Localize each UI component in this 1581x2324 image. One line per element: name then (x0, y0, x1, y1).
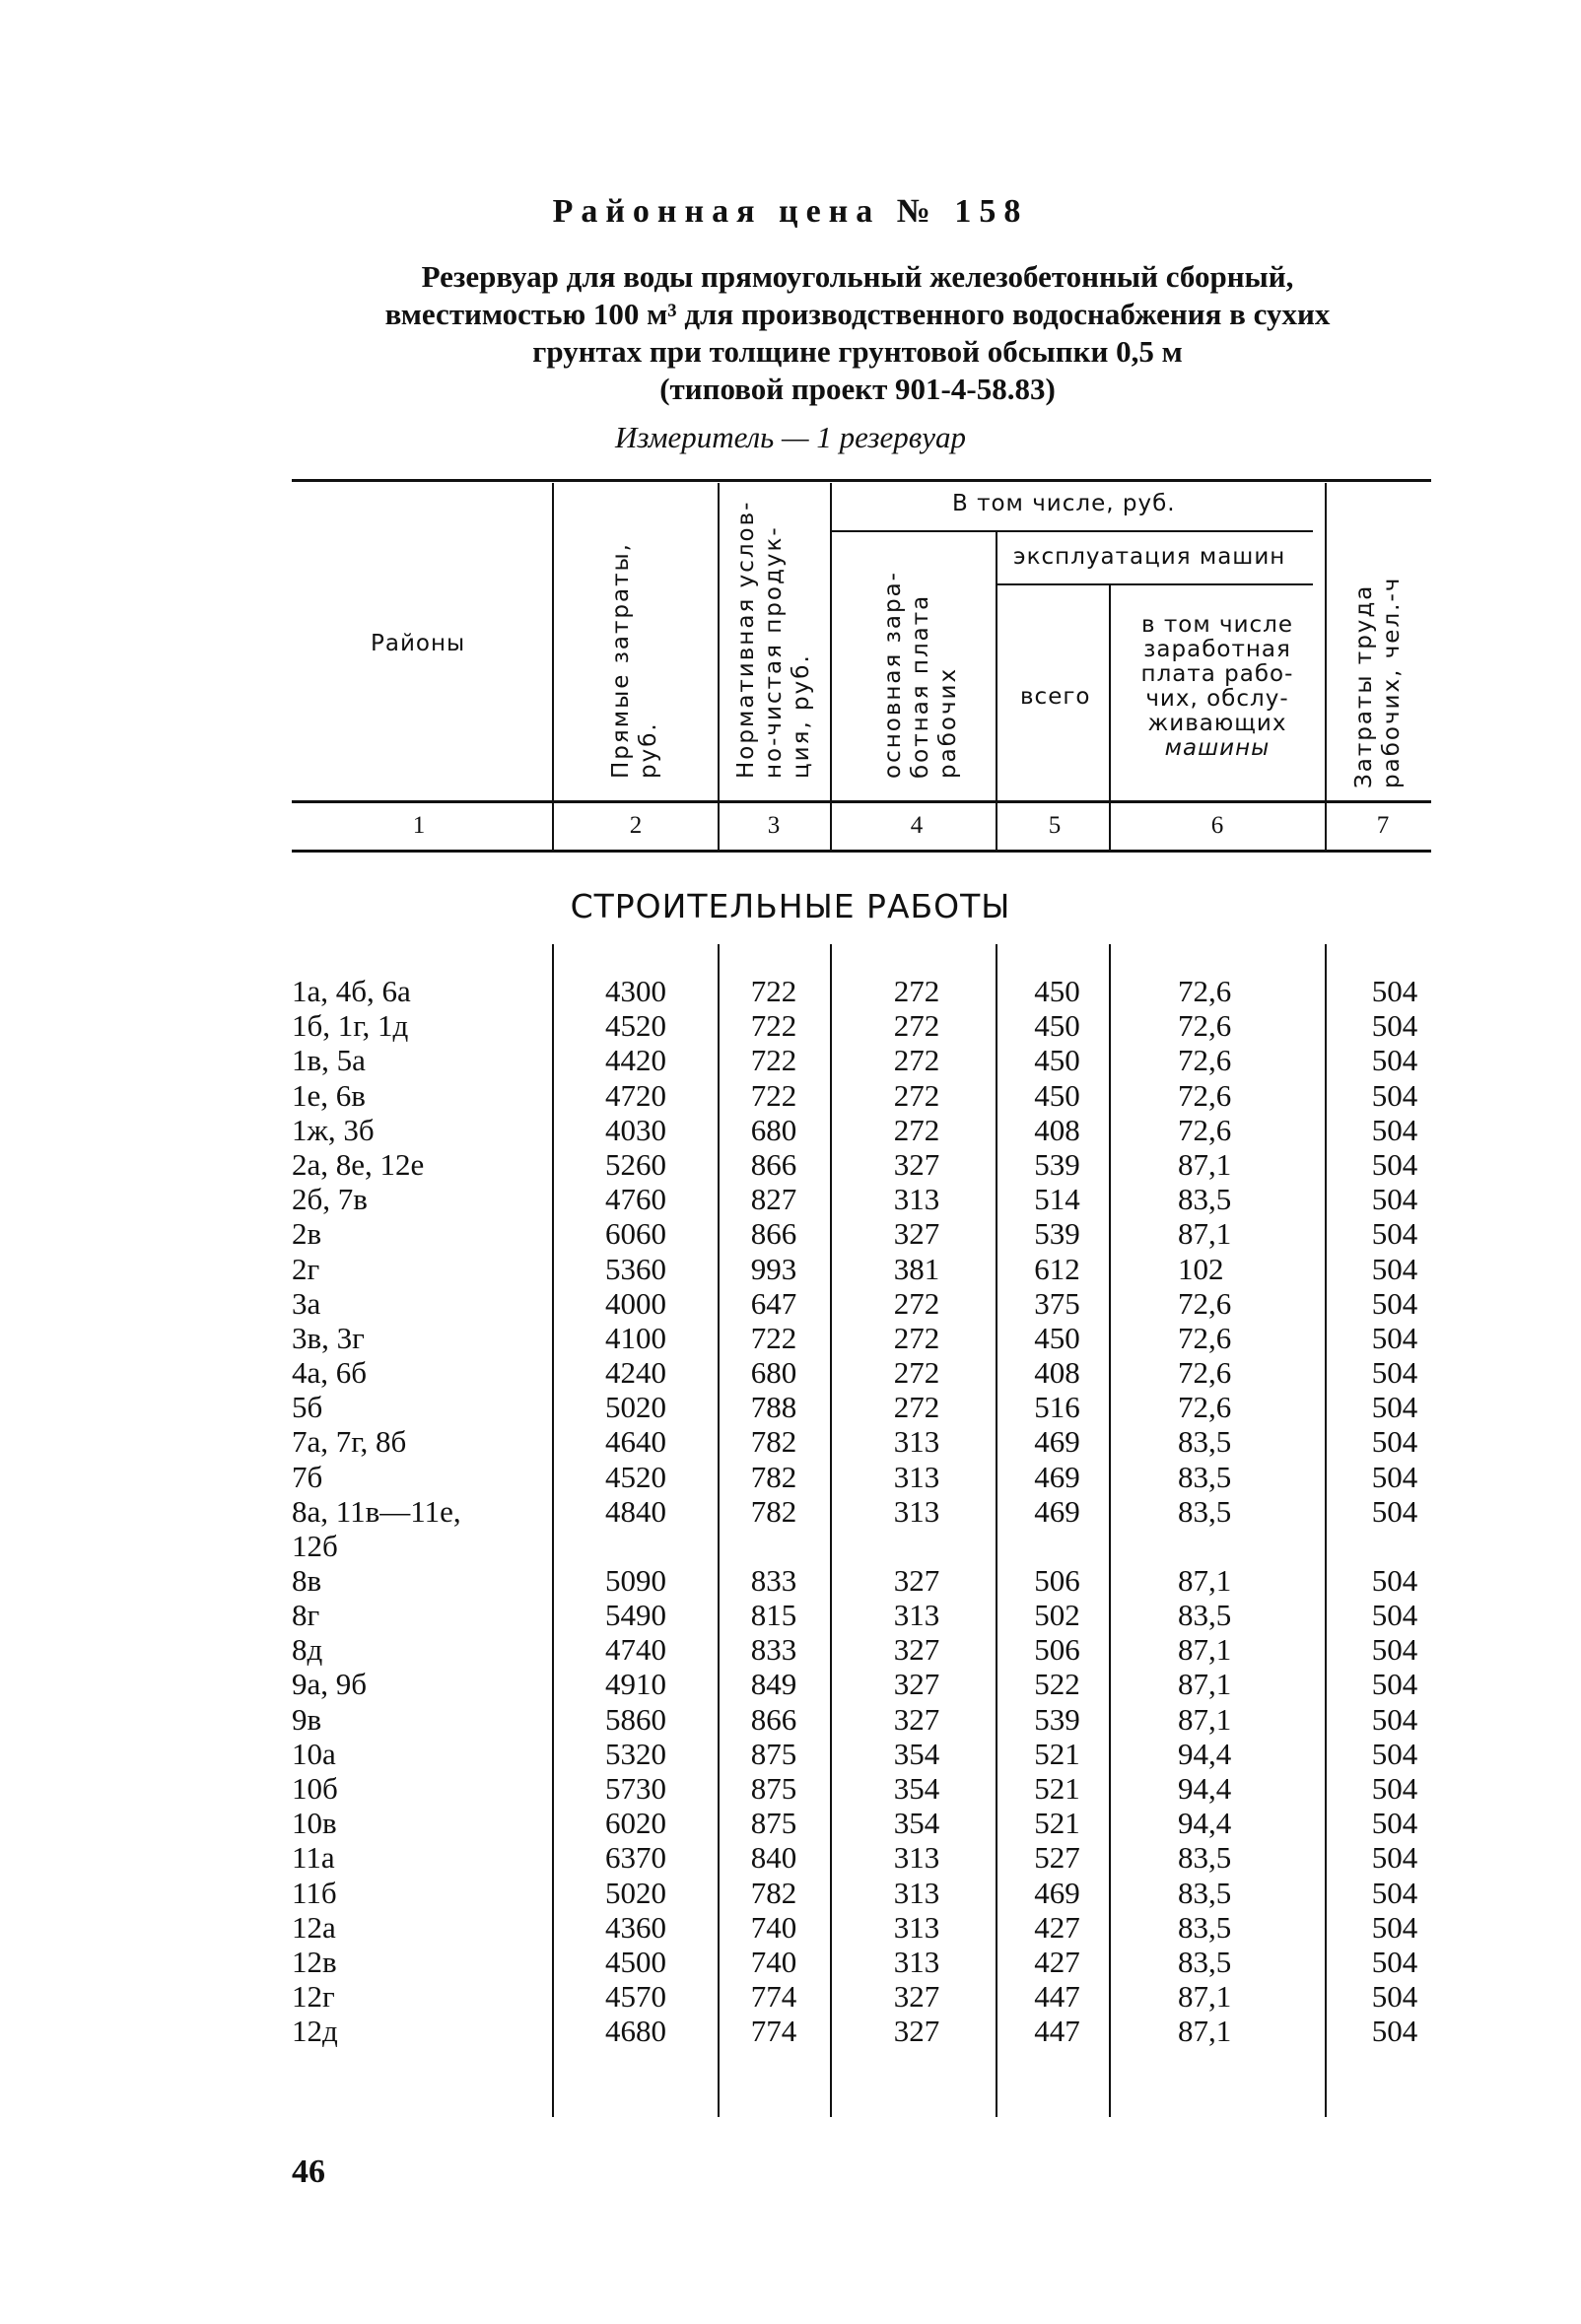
machines-total-cell: 450 (1034, 1008, 1080, 1044)
region-cell: 10а (292, 1736, 336, 1771)
labor-costs-cell: 504 (1371, 1216, 1418, 1252)
machine-wage-cell: 72,6 (1178, 1008, 1232, 1044)
machines-total-cell: 506 (1034, 1632, 1080, 1668)
machine-wage-cell: 87,1 (1178, 1667, 1232, 1702)
table-row (0, 1286, 1581, 1321)
base-wage-cell: 354 (893, 1736, 940, 1771)
base-wage-cell: 327 (893, 1667, 940, 1702)
region-cell: 10б (292, 1770, 338, 1806)
labor-costs-cell: 504 (1371, 1806, 1418, 1841)
net-products-cell: 875 (750, 1770, 797, 1806)
direct-costs-cell: 4030 (605, 1112, 666, 1147)
net-products-cell: 866 (750, 1701, 797, 1737)
net-products-cell: 774 (750, 2014, 797, 2049)
base-wage-cell: 381 (893, 1251, 940, 1286)
labor-costs-cell: 504 (1371, 1562, 1418, 1598)
machine-wage-cell: 87,1 (1178, 2014, 1232, 2049)
table-row (0, 1840, 1581, 1875)
column-number: 2 (629, 812, 643, 839)
region-cell: 2г (292, 1251, 320, 1286)
machines-total-cell: 506 (1034, 1562, 1080, 1598)
labor-costs-cell: 504 (1371, 1043, 1418, 1078)
net-products-cell: 722 (750, 1008, 797, 1044)
machines-total-cell: 450 (1034, 1320, 1080, 1355)
table-row (0, 1632, 1581, 1667)
direct-costs-cell: 6060 (605, 1216, 666, 1252)
machine-wage-cell: 83,5 (1178, 1875, 1232, 1910)
direct-costs-cell: 4720 (605, 1077, 666, 1113)
direct-costs-cell: 4100 (605, 1320, 666, 1355)
direct-costs-cell: 4500 (605, 1944, 666, 1979)
direct-costs-cell: 6370 (605, 1840, 666, 1876)
labor-costs-cell: 504 (1371, 1909, 1418, 1945)
table-row (0, 1494, 1581, 1563)
base-wage-cell: 313 (893, 1493, 940, 1529)
column-number: 7 (1376, 812, 1390, 839)
direct-costs-cell: 4240 (605, 1355, 666, 1391)
table-row (0, 1979, 1581, 2014)
machine-wage-cell: 83,5 (1178, 1424, 1232, 1460)
direct-costs-cell: 5360 (605, 1251, 666, 1286)
table-row (0, 1390, 1581, 1424)
base-wage-cell: 272 (893, 1355, 940, 1391)
labor-costs-cell: 504 (1371, 1736, 1418, 1771)
machines-total-cell: 539 (1034, 1701, 1080, 1737)
machines-total-cell: 469 (1034, 1493, 1080, 1529)
direct-costs-cell: 4740 (605, 1632, 666, 1668)
machine-wage-cell: 87,1 (1178, 1216, 1232, 1252)
table-row (0, 1043, 1581, 1077)
machine-wage-cell: 83,5 (1178, 1944, 1232, 1979)
machine-wage-cell: 94,4 (1178, 1770, 1232, 1806)
machines-total-cell: 450 (1034, 1077, 1080, 1113)
region-cell: 3а (292, 1285, 321, 1321)
table-row (0, 1702, 1581, 1737)
region-cell: 12а (292, 1909, 336, 1945)
unit-of-measure: Измеритель — 1 резервуар (615, 420, 966, 454)
machines-total-cell: 469 (1034, 1424, 1080, 1460)
table-row (0, 1945, 1581, 1979)
direct-costs-cell: 4910 (605, 1667, 666, 1702)
header-machine-wage-line: плата рабо- (1140, 661, 1294, 687)
region-cell: 2в (292, 1216, 322, 1252)
region-cell: 1ж, 3б (292, 1112, 375, 1147)
labor-costs-cell: 504 (1371, 1875, 1418, 1910)
net-products-cell: 774 (750, 1979, 797, 2015)
direct-costs-cell: 4680 (605, 2014, 666, 2049)
direct-costs-cell: 5730 (605, 1770, 666, 1806)
base-wage-cell: 354 (893, 1806, 940, 1841)
net-products-cell: 875 (750, 1806, 797, 1841)
header-machine-wage-line: живающих (1147, 711, 1287, 736)
labor-costs-cell: 504 (1371, 1979, 1418, 2015)
base-wage-cell: 313 (893, 1875, 940, 1910)
base-wage-cell: 272 (893, 1390, 940, 1425)
region-cell: 12в (292, 1944, 337, 1979)
machines-total-cell: 408 (1034, 1112, 1080, 1147)
net-products-cell: 782 (750, 1459, 797, 1494)
direct-costs-cell: 4360 (605, 1909, 666, 1945)
table-row (0, 974, 1581, 1008)
machines-total-cell: 469 (1034, 1875, 1080, 1910)
machine-wage-cell: 72,6 (1178, 974, 1232, 1008)
net-products-cell: 740 (750, 1944, 797, 1979)
machines-total-cell: 427 (1034, 1944, 1080, 1979)
labor-costs-cell: 504 (1371, 1632, 1418, 1668)
region-cell: 12г (292, 1979, 335, 2015)
net-products-cell: 647 (750, 1285, 797, 1321)
direct-costs-cell: 5490 (605, 1598, 666, 1632)
labor-costs-cell: 504 (1371, 1077, 1418, 1113)
region-cell: 4а, 6б (292, 1355, 368, 1391)
table-row (0, 1321, 1581, 1355)
base-wage-cell: 313 (893, 1182, 940, 1217)
base-wage-cell: 354 (893, 1770, 940, 1806)
document-subtitle (276, 258, 1439, 408)
column-number: 1 (412, 812, 426, 839)
direct-costs-cell: 4840 (605, 1493, 666, 1529)
machine-wage-cell: 94,4 (1178, 1736, 1232, 1771)
direct-costs-cell: 4520 (605, 1008, 666, 1044)
machine-wage-cell: 87,1 (1178, 1979, 1232, 2015)
net-products-cell: 722 (750, 1077, 797, 1113)
subtitle-line: (типовой проект 901-4-58.83) (659, 372, 1056, 406)
header-net-products: Нормативная услов- но-чистая продук- ция, руб. (733, 500, 814, 779)
machines-total-cell: 521 (1034, 1806, 1080, 1841)
machines-total-cell: 502 (1034, 1598, 1080, 1632)
region-cell: 2а, 8е, 12е (292, 1146, 425, 1182)
base-wage-cell: 313 (893, 1459, 940, 1494)
labor-costs-cell: 504 (1371, 1008, 1418, 1044)
machine-wage-cell: 94,4 (1178, 1806, 1232, 1841)
labor-costs-cell: 504 (1371, 1112, 1418, 1147)
base-wage-cell: 327 (893, 1632, 940, 1668)
header-divider (996, 532, 997, 850)
table-row (0, 1252, 1581, 1286)
net-products-cell: 866 (750, 1216, 797, 1252)
labor-costs-cell: 504 (1371, 1182, 1418, 1217)
base-wage-cell: 272 (893, 1320, 940, 1355)
base-wage-cell: 327 (893, 1562, 940, 1598)
region-cell: 1б, 1г, 1д (292, 1008, 409, 1044)
net-products-cell: 722 (750, 1320, 797, 1355)
labor-costs-cell: 504 (1371, 1320, 1418, 1355)
header-including: В том числе, руб. (952, 491, 1176, 516)
net-products-cell: 833 (750, 1562, 797, 1598)
region-cell: 9в (292, 1701, 322, 1737)
machine-wage-cell: 72,6 (1178, 1112, 1232, 1147)
base-wage-cell: 272 (893, 1043, 940, 1078)
base-wage-cell: 327 (893, 1146, 940, 1182)
labor-costs-cell: 504 (1371, 1493, 1418, 1529)
table-row (0, 1771, 1581, 1806)
column-number: 6 (1210, 812, 1224, 839)
column-numbers-bottom-rule (292, 850, 1431, 853)
machine-wage-cell: 102 (1178, 1251, 1224, 1286)
base-wage-cell: 327 (893, 1216, 940, 1252)
table-row (0, 1182, 1581, 1216)
subtitle-line: Резервуар для воды прямоугольный железобетонный сборный, (421, 259, 1294, 294)
machines-total-cell: 514 (1034, 1182, 1080, 1217)
base-wage-cell: 327 (893, 2014, 940, 2049)
table-row (0, 1078, 1581, 1113)
region-cell: 5б (292, 1390, 323, 1425)
region-cell: 1е, 6в (292, 1077, 366, 1113)
labor-costs-cell: 504 (1371, 1146, 1418, 1182)
machines-underline (996, 583, 1313, 585)
region-cell: 11а (292, 1840, 335, 1876)
table-row (0, 1563, 1581, 1598)
header-bottom-rule (292, 800, 1431, 803)
base-wage-cell: 272 (893, 1285, 940, 1321)
machine-wage-cell: 72,6 (1178, 1043, 1232, 1078)
direct-costs-cell: 6020 (605, 1806, 666, 1841)
region-cell: 9а, 9б (292, 1667, 368, 1702)
labor-costs-cell: 504 (1371, 974, 1418, 1008)
machine-wage-cell: 72,6 (1178, 1285, 1232, 1321)
base-wage-cell: 327 (893, 1979, 940, 2015)
header-machine-wage-line: в том числе (1140, 612, 1294, 638)
direct-costs-cell: 4300 (605, 974, 666, 1008)
machine-wage-cell: 83,5 (1178, 1459, 1232, 1494)
direct-costs-cell: 4570 (605, 1979, 666, 2015)
direct-costs-cell: 4520 (605, 1459, 666, 1494)
machine-wage-cell: 87,1 (1178, 1701, 1232, 1737)
machine-wage-cell: 72,6 (1178, 1390, 1232, 1425)
header-machine-operation: эксплуатация машин (1013, 544, 1286, 570)
header-divider (1325, 483, 1327, 850)
direct-costs-cell: 5020 (605, 1390, 666, 1425)
machine-wage-cell: 83,5 (1178, 1493, 1232, 1529)
header-regions: Районы (371, 631, 466, 656)
net-products-cell: 782 (750, 1424, 797, 1460)
net-products-cell: 833 (750, 1632, 797, 1668)
direct-costs-cell: 4420 (605, 1043, 666, 1078)
labor-costs-cell: 504 (1371, 1840, 1418, 1876)
header-divider (718, 483, 720, 850)
machines-total-cell: 539 (1034, 1146, 1080, 1182)
table-row (0, 1424, 1581, 1459)
header-machine-wage (1119, 613, 1316, 761)
machines-total-cell: 522 (1034, 1667, 1080, 1702)
page-number: 46 (292, 2153, 325, 2190)
header-machine-wage-line: заработная (1143, 637, 1291, 662)
base-wage-cell: 327 (893, 1701, 940, 1737)
labor-costs-cell: 504 (1371, 1770, 1418, 1806)
table-row (0, 1355, 1581, 1390)
machines-total-cell: 527 (1034, 1840, 1080, 1876)
subtitle-line: грунтах при толщине грунтовой обсыпки 0,5 м (532, 334, 1183, 369)
direct-costs-cell: 5260 (605, 1146, 666, 1182)
labor-costs-cell: 504 (1371, 1424, 1418, 1460)
net-products-cell: 993 (750, 1251, 797, 1286)
base-wage-cell: 313 (893, 1944, 940, 1979)
machines-total-cell: 375 (1034, 1285, 1080, 1321)
machine-wage-cell: 87,1 (1178, 1632, 1232, 1668)
page-title: Районная цена № 158 (552, 193, 1029, 230)
base-wage-cell: 313 (893, 1598, 940, 1632)
subtitle-line: вместимостью 100 м³ для производственного водоснабжения в сухих (384, 297, 1331, 331)
base-wage-cell: 313 (893, 1909, 940, 1945)
labor-costs-cell: 504 (1371, 1598, 1418, 1632)
labor-costs-cell: 504 (1371, 2014, 1418, 2049)
net-products-cell: 788 (750, 1390, 797, 1425)
table-row (0, 1876, 1581, 1910)
header-divider (1109, 585, 1111, 850)
header-labor-costs: Затраты труда рабочих, чел.-ч (1351, 576, 1405, 788)
machines-total-cell: 521 (1034, 1770, 1080, 1806)
labor-costs-cell: 504 (1371, 1667, 1418, 1702)
direct-costs-cell: 5090 (605, 1562, 666, 1598)
labor-costs-cell: 504 (1371, 1701, 1418, 1737)
direct-costs-cell: 5020 (605, 1875, 666, 1910)
table-row (0, 1460, 1581, 1494)
region-cell: 10в (292, 1806, 337, 1841)
machine-wage-cell: 72,6 (1178, 1077, 1232, 1113)
machine-wage-cell: 83,5 (1178, 1598, 1232, 1632)
net-products-cell: 680 (750, 1112, 797, 1147)
machines-total-cell: 612 (1034, 1251, 1080, 1286)
direct-costs-cell: 4000 (605, 1285, 666, 1321)
header-base-wage: основная зара- ботная плата рабочих (880, 571, 961, 779)
labor-costs-cell: 504 (1371, 1251, 1418, 1286)
base-wage-cell: 272 (893, 1112, 940, 1147)
column-number: 4 (910, 812, 924, 839)
table-row (0, 1008, 1581, 1043)
base-wage-cell: 272 (893, 974, 940, 1008)
net-products-cell: 740 (750, 1909, 797, 1945)
direct-costs-cell: 5320 (605, 1736, 666, 1771)
net-products-cell: 866 (750, 1146, 797, 1182)
header-machine-wage-line: чих, обслу- (1145, 686, 1289, 712)
region-cell: 12д (292, 2014, 338, 2049)
net-products-cell: 827 (750, 1182, 797, 1217)
table-row (0, 1806, 1581, 1840)
base-wage-cell: 313 (893, 1424, 940, 1460)
machines-total-cell: 539 (1034, 1216, 1080, 1252)
machines-total-cell: 516 (1034, 1390, 1080, 1425)
direct-costs-cell: 5860 (605, 1701, 666, 1737)
net-products-cell: 782 (750, 1875, 797, 1910)
net-products-cell: 722 (750, 1043, 797, 1078)
machine-wage-cell: 72,6 (1178, 1320, 1232, 1355)
column-number: 5 (1048, 812, 1062, 839)
machines-total-cell: 450 (1034, 1043, 1080, 1078)
direct-costs-cell: 4760 (605, 1182, 666, 1217)
section-title: СТРОИТЕЛЬНЫЕ РАБОТЫ (570, 887, 1011, 925)
machines-total-cell: 408 (1034, 1355, 1080, 1391)
net-products-cell: 815 (750, 1598, 797, 1632)
machines-total-cell: 450 (1034, 974, 1080, 1008)
machine-wage-cell: 87,1 (1178, 1562, 1232, 1598)
table-row (0, 1598, 1581, 1632)
region-cell: 3в, 3г (292, 1320, 365, 1355)
labor-costs-cell: 504 (1371, 1944, 1418, 1979)
net-products-cell: 680 (750, 1355, 797, 1391)
net-products-cell: 875 (750, 1736, 797, 1771)
table-row (0, 1113, 1581, 1147)
column-number: 3 (767, 812, 781, 839)
region-cell: 7а, 7г, 8б (292, 1424, 407, 1460)
machines-total-cell: 469 (1034, 1459, 1080, 1494)
region-cell: 1а, 4б, 6а (292, 974, 411, 1008)
region-cell: 8д (292, 1632, 323, 1668)
region-cell: 8в (292, 1562, 322, 1598)
table-body (0, 974, 1581, 2048)
net-products-cell: 840 (750, 1840, 797, 1876)
table-row (0, 1216, 1581, 1251)
machines-total-cell: 447 (1034, 2014, 1080, 2049)
net-products-cell: 849 (750, 1667, 797, 1702)
header-divider (552, 483, 554, 850)
header-divider (830, 483, 832, 850)
region-cell: 8а, 11в—11е, 12б (292, 1493, 461, 1563)
labor-costs-cell: 504 (1371, 1285, 1418, 1321)
base-wage-cell: 272 (893, 1008, 940, 1044)
machine-wage-cell: 83,5 (1178, 1909, 1232, 1945)
table-row (0, 1147, 1581, 1182)
machine-wage-cell: 83,5 (1178, 1840, 1232, 1876)
labor-costs-cell: 504 (1371, 1390, 1418, 1425)
base-wage-cell: 272 (893, 1077, 940, 1113)
base-wage-cell: 313 (893, 1840, 940, 1876)
labor-costs-cell: 504 (1371, 1355, 1418, 1391)
labor-costs-cell: 504 (1371, 1459, 1418, 1494)
machine-wage-cell: 83,5 (1178, 1182, 1232, 1217)
machines-total-cell: 447 (1034, 1979, 1080, 2015)
region-cell: 11б (292, 1875, 337, 1910)
header-machines-total: всего (1020, 684, 1091, 710)
table-top-rule (292, 479, 1431, 482)
header-direct-costs: Прямые затраты, руб. (608, 542, 661, 779)
region-cell: 8г (292, 1598, 320, 1632)
table-row (0, 2014, 1581, 2048)
table-row (0, 1737, 1581, 1771)
direct-costs-cell: 4640 (605, 1424, 666, 1460)
machines-total-cell: 427 (1034, 1909, 1080, 1945)
machine-wage-cell: 87,1 (1178, 1146, 1232, 1182)
including-underline (830, 530, 1313, 532)
region-cell: 7б (292, 1459, 323, 1494)
region-cell: 2б, 7в (292, 1182, 368, 1217)
table-row (0, 1667, 1581, 1701)
net-products-cell: 722 (750, 974, 797, 1008)
machine-wage-cell: 72,6 (1178, 1355, 1232, 1391)
machines-total-cell: 521 (1034, 1736, 1080, 1771)
table-row (0, 1910, 1581, 1945)
region-cell: 1в, 5а (292, 1043, 366, 1078)
net-products-cell: 782 (750, 1493, 797, 1529)
header-machine-wage-line: машины (1164, 735, 1271, 761)
